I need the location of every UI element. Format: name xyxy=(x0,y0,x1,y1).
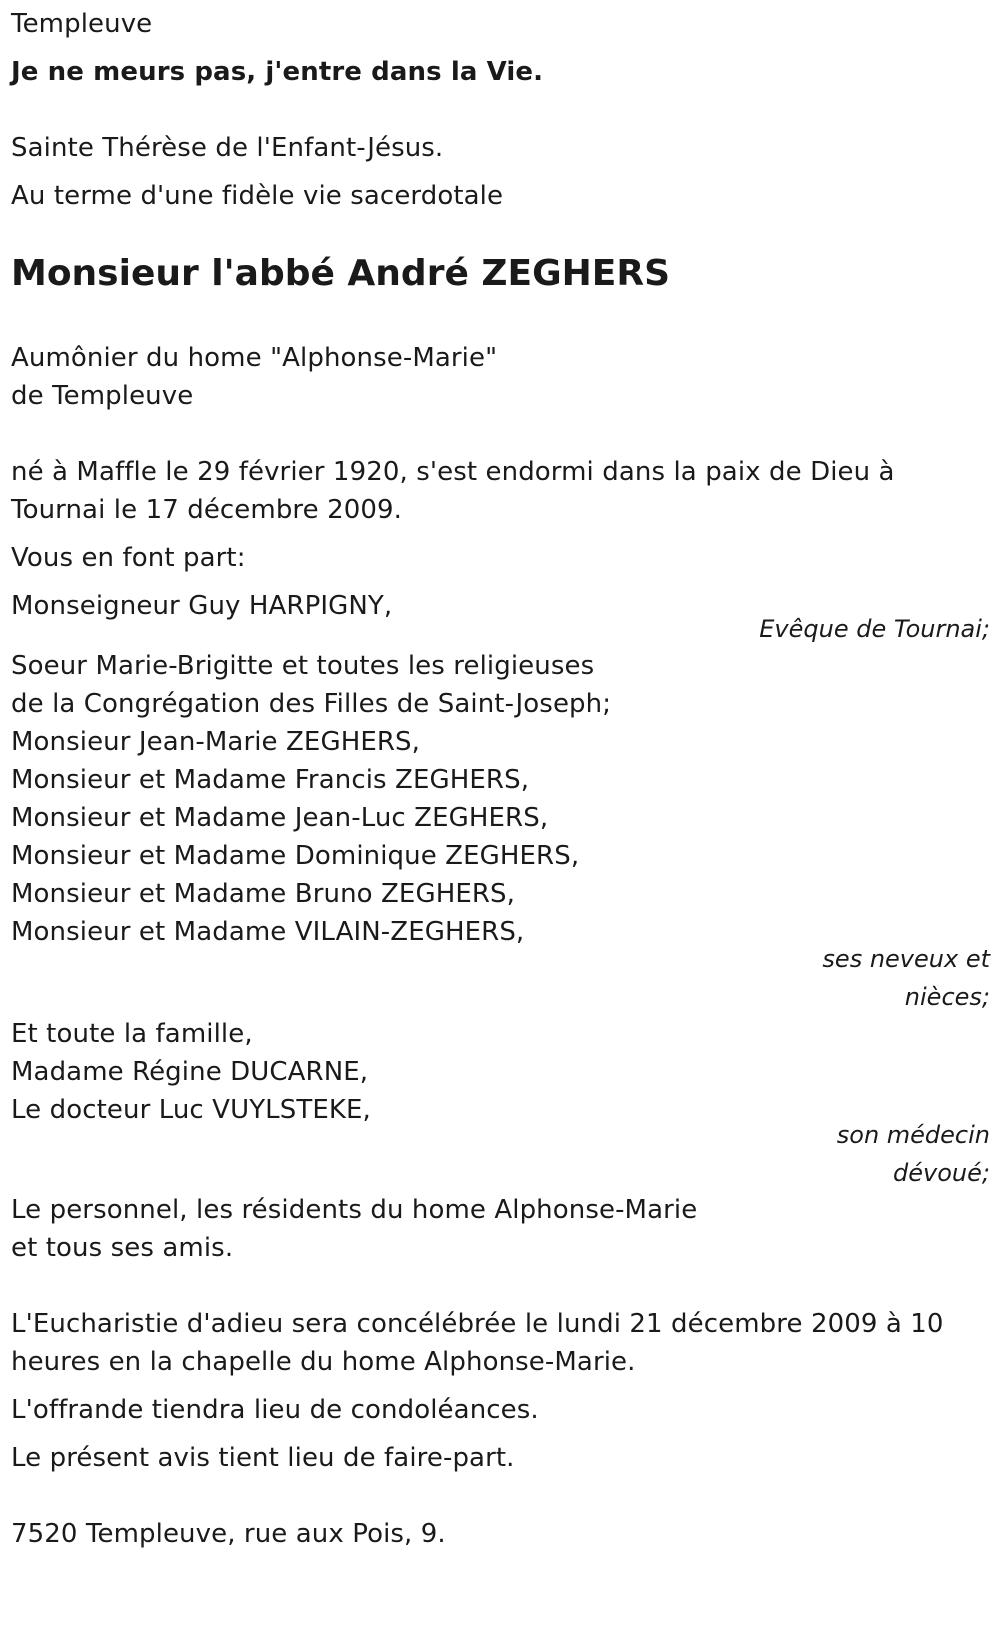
nephews-role-line-1: ses neveux et xyxy=(822,945,990,973)
birth-death-line-2: Tournai le 17 décembre 2009. xyxy=(11,495,403,525)
eucharist-line-2: heures en la chapelle du home Alphonse-Marie. xyxy=(11,1347,636,1377)
sisters-line-1: Soeur Marie-Brigitte et toutes les religieuses xyxy=(11,651,595,681)
intro-line: Au terme d'une fidèle vie sacerdotale xyxy=(11,181,504,211)
address-line: 7520 Templeuve, rue aux Pois, 9. xyxy=(11,1519,446,1549)
nephew-line: Monsieur et Madame VILAIN-ZEGHERS, xyxy=(11,917,525,947)
staff-line-2: et tous ses amis. xyxy=(11,1233,234,1263)
function-line-1: Aumônier du home "Alphonse-Marie" xyxy=(11,343,498,373)
doctor-name: Le docteur Luc VUYLSTEKE, xyxy=(11,1095,371,1125)
nephew-line: Monsieur et Madame Dominique ZEGHERS, xyxy=(11,841,580,871)
nephew-line: Monsieur Jean-Marie ZEGHERS, xyxy=(11,727,421,757)
epigraph: Je ne meurs pas, j'entre dans la Vie. xyxy=(11,57,544,87)
notice-line: Le présent avis tient lieu de faire-part. xyxy=(11,1443,515,1473)
nephew-line: Monsieur et Madame Bruno ZEGHERS, xyxy=(11,879,516,909)
family-line: Et toute la famille, xyxy=(11,1019,253,1049)
doctor-role-line-1: son médecin xyxy=(836,1121,990,1149)
ducarne-line: Madame Régine DUCARNE, xyxy=(11,1057,369,1087)
birth-death-line-1: né à Maffle le 29 février 1920, s'est endormi dans la paix de Dieu à xyxy=(11,457,895,487)
nephews-role-line-2: nièces; xyxy=(904,983,990,1011)
nephew-line: Monsieur et Madame Francis ZEGHERS, xyxy=(11,765,530,795)
function-line-2: de Templeuve xyxy=(11,381,194,411)
doctor-role-line-2: dévoué; xyxy=(893,1159,990,1187)
epigraph-author: Sainte Thérèse de l'Enfant-Jésus. xyxy=(11,133,444,163)
staff-line-1: Le personnel, les résidents du home Alphonse-Marie xyxy=(11,1195,698,1225)
announce-line: Vous en font part: xyxy=(11,543,246,573)
eucharist-line-1: L'Eucharistie d'adieu sera concélébrée le lundi 21 décembre 2009 à 10 xyxy=(11,1309,944,1339)
deceased-name: Monsieur l'abbé André ZEGHERS xyxy=(11,253,671,294)
offering-line: L'offrande tiendra lieu de condoléances. xyxy=(11,1395,539,1425)
bishop-name: Monseigneur Guy HARPIGNY, xyxy=(11,591,393,621)
bishop-role: Evêque de Tournai; xyxy=(759,615,990,643)
place-header: Templeuve xyxy=(11,9,153,39)
nephew-line: Monsieur et Madame Jean-Luc ZEGHERS, xyxy=(11,803,549,833)
sisters-line-2: de la Congrégation des Filles de Saint-Joseph; xyxy=(11,689,612,719)
